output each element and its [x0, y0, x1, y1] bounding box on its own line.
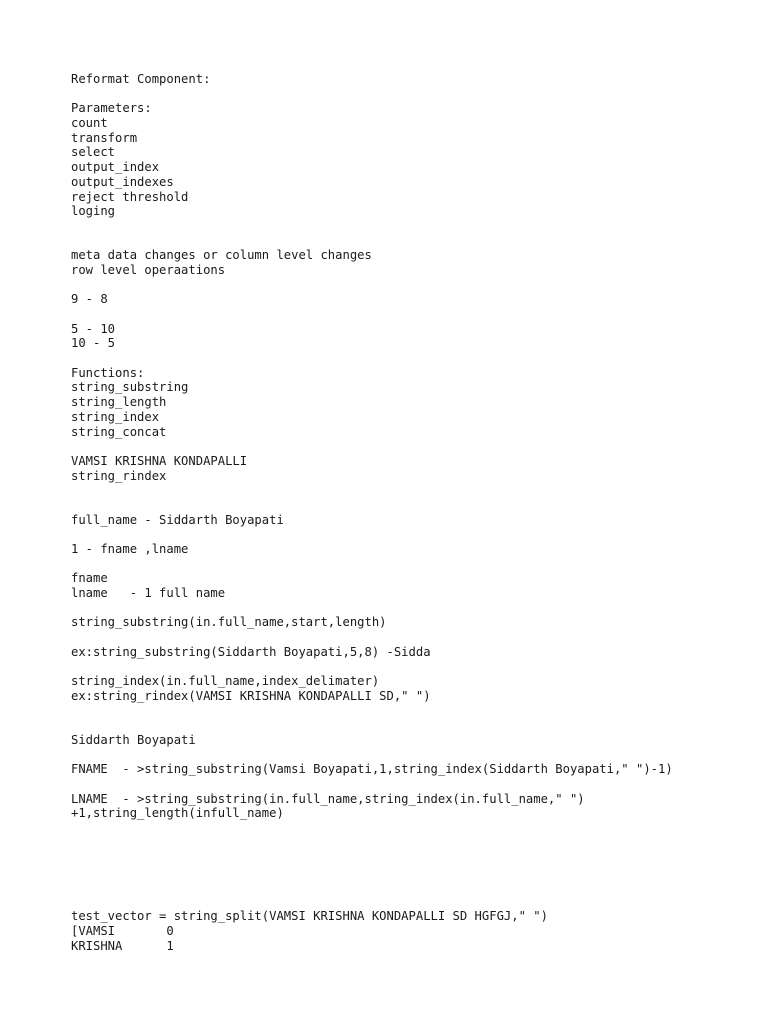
note-line: full_name - Siddarth Boyapati	[71, 512, 284, 527]
blank-line	[71, 307, 751, 322]
blank-line	[71, 557, 751, 572]
function-item: string_concat	[71, 424, 167, 439]
parameter-item: transform	[71, 130, 138, 145]
note-line: Siddarth Boyapati	[71, 732, 196, 747]
parameter-item: output_indexes	[71, 174, 174, 189]
code-line: [VAMSI 0	[71, 923, 174, 938]
blank-line	[71, 836, 751, 851]
blank-line	[71, 850, 751, 865]
blank-line	[71, 660, 751, 675]
code-line: string_substring(in.full_name,start,length)	[71, 615, 387, 630]
code-line: +1,string_length(infull_name)	[71, 806, 284, 821]
note-line: 5 - 10	[71, 321, 116, 336]
note-line: 9 - 8	[71, 292, 108, 307]
code-line: ex:string_substring(Siddarth Boyapati,5,8) -Sidda	[71, 644, 431, 659]
blank-line	[71, 278, 751, 293]
parameter-item: loging	[71, 204, 116, 219]
blank-line	[71, 483, 751, 498]
heading-reformat-component: Reformat Component:	[71, 72, 211, 86]
blank-line	[71, 87, 751, 102]
code-line: ex:string_rindex(VAMSI KRISHNA KONDAPALLI SD," ")	[71, 688, 431, 703]
document-text	[71, 72, 751, 953]
blank-line	[71, 351, 751, 366]
parameters-heading: Parameters:	[71, 101, 152, 116]
functions-heading: Functions:	[71, 365, 145, 380]
function-item: string_length	[71, 395, 167, 410]
blank-line	[71, 219, 751, 234]
blank-line	[71, 527, 751, 542]
blank-line	[71, 704, 751, 719]
code-line: LNAME - >string_substring(in.full_name,string_index(in.full_name," ")	[71, 791, 585, 806]
blank-line	[71, 895, 751, 910]
note-line: lname - 1 full name	[71, 586, 226, 601]
blank-line	[71, 748, 751, 763]
note-line: 1 - fname ,lname	[71, 542, 189, 556]
blank-line	[71, 630, 751, 645]
code-line: string_index(in.full_name,index_delimater)	[71, 674, 380, 689]
parameter-item: select	[71, 145, 116, 160]
blank-line	[71, 718, 751, 733]
blank-line	[71, 498, 751, 513]
parameter-item: output_index	[71, 160, 160, 175]
blank-line	[71, 865, 751, 880]
code-line: test_vector = string_split(VAMSI KRISHNA KONDAPALLI SD HGFGJ," ")	[71, 909, 548, 924]
parameter-item: reject threshold	[71, 189, 189, 204]
blank-line	[71, 777, 751, 792]
note-line: 10 - 5	[71, 336, 116, 351]
code-line: KRISHNA 1	[71, 938, 174, 953]
blank-line	[71, 880, 751, 895]
function-item: string_index	[71, 409, 160, 424]
note-line: VAMSI KRISHNA KONDAPALLI	[71, 453, 248, 468]
note-line: fname	[71, 571, 108, 586]
parameter-item: count	[71, 116, 108, 131]
blank-line	[71, 439, 751, 454]
note-line: meta data changes or column level changes	[71, 248, 372, 263]
blank-line	[71, 234, 751, 249]
function-item: string_substring	[71, 380, 189, 395]
code-line: FNAME - >string_substring(Vamsi Boyapati,1,string_index(Siddarth Boyapati," ")-1)	[71, 762, 673, 777]
note-line: row level operaations	[71, 262, 226, 277]
blank-line	[71, 601, 751, 616]
function-item: string_rindex	[71, 468, 167, 483]
blank-line	[71, 821, 751, 836]
